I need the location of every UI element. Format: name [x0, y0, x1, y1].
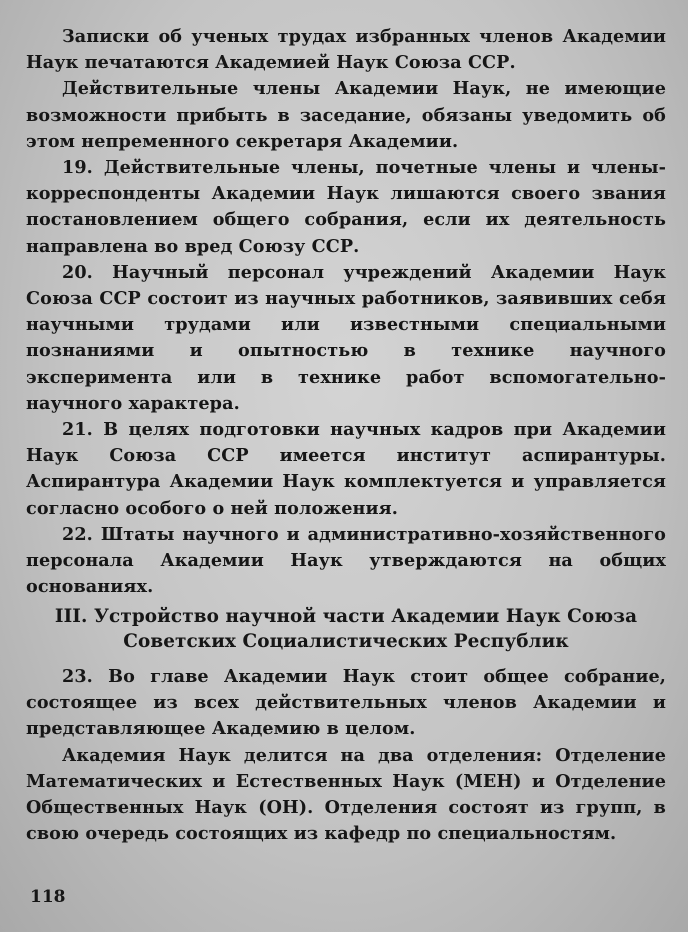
paragraph-2	[26, 76, 666, 155]
text-block-lower	[26, 664, 666, 847]
paragraph-number: 20.	[62, 261, 93, 283]
paragraph-number: 19.	[62, 157, 93, 179]
text-block-upper	[26, 24, 666, 600]
paragraph-20	[26, 260, 666, 417]
section-heading-line-2: Советских Социалистических Республик	[123, 631, 569, 652]
paragraph-22	[26, 522, 666, 601]
paragraph-text: Академия Наук делится на два отделения: Отделение Математических и Естественных Наук (МЕН) и Отделение Общественных Наук (ОН). Отделения состоят из групп, в свою очередь состоящих из кафедр по специальностям.	[26, 744, 666, 845]
paragraph-1	[26, 24, 666, 76]
section-heading	[26, 604, 666, 654]
paragraph-number: 23.	[62, 666, 93, 687]
section-heading-line-1: III. Устройство научной части Академии Наук Союза	[54, 606, 638, 627]
paragraph-text: Действительные члены, почетные члены и члены-корреспонденты Академии Наук лишаются своего звания постановлением общего собрания, если их деятельность направлена во вред Союзу ССР.	[26, 157, 666, 257]
paragraph-academy-divisions	[26, 743, 666, 848]
paragraph-23	[26, 664, 666, 743]
paragraph-text: Во главе Академии Наук стоит общее собрание, состоящее из всех действительных членов Академии и представляющее Академию в целом.	[26, 666, 666, 740]
paragraph-number: 21.	[62, 419, 93, 441]
paragraph-text: Действительные члены Академии Наук, не имеющие возможности прибыть в заседание, обязаны уведомить об этом непременного секретаря Академии.	[26, 78, 666, 152]
paragraph-text: В целях подготовки научных кадров при Академии Наук Союза ССР имеется институт аспирантуры. Аспирантура Академии Наук комплектуется и управляется согласно особого о ней положения.	[26, 419, 666, 519]
page-number: 118	[30, 887, 66, 907]
paragraph-text: Штаты научного и административно-хозяйственного персонала Академии Наук утверждаются на общих основаниях.	[26, 523, 666, 598]
paragraph-text: Научный персонал учреждений Академии Наук Союза ССР состоит из научных работников, заявивших себя научными трудами или известными специальными познаниями и опытностью в технике научного эксперимента или в технике работ вспомогательно-научного характера.	[26, 261, 666, 414]
paragraph-number: 22.	[62, 523, 93, 545]
paragraph-21	[26, 417, 666, 522]
paragraph-text: Записки об ученых трудах избранных членов Академии Наук печатаются Академией Наук Союза ССР.	[26, 26, 666, 74]
paragraph-19	[26, 155, 666, 260]
